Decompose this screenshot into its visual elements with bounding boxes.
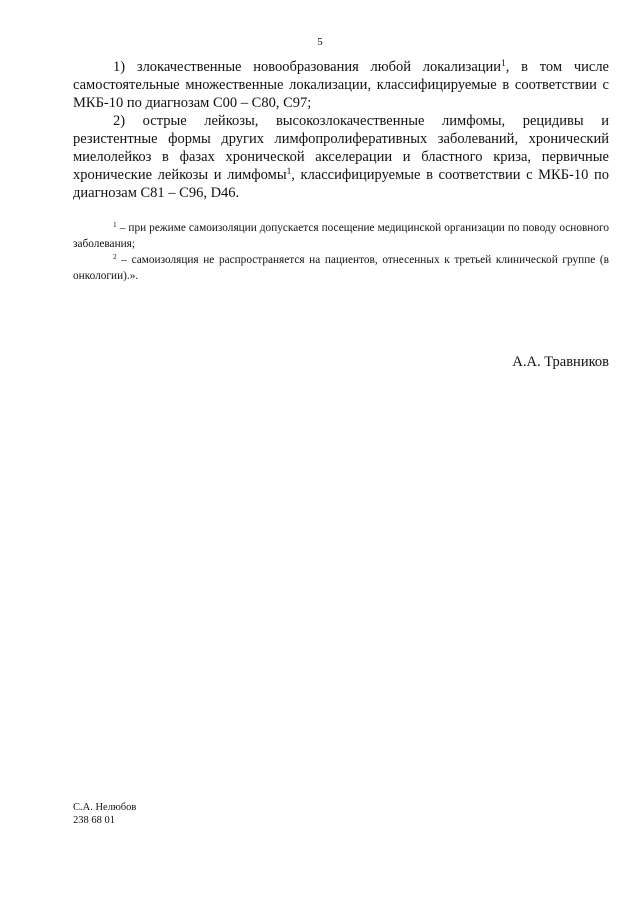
footnote (73, 220, 609, 252)
list-item-text: 1) злокачественные новообразования любой локализации (113, 59, 502, 75)
list-item-text-continued: , классифицируемые в соответствии с МКБ-10 по диагнозам С81 – С96, D46. (73, 167, 609, 201)
executor-info (73, 801, 136, 827)
signature-name: А.А. Травников (512, 354, 609, 370)
page-number: 5 (317, 36, 323, 48)
footnote-mark: 2 (113, 251, 117, 261)
list-item-text: 2) острые лейкозы, высокозлокачественные лимфомы, рецидивы и резистентные формы других лимфопролиферативных заболеваний, хронический миелолейкоз в фазах хронической акселерации и бластного криза, первичные хронические лейкозы и лимфомы (73, 113, 609, 183)
footnotes (73, 220, 609, 284)
footnote-reference: 1 (286, 166, 292, 177)
list-item (73, 58, 609, 112)
footnote (73, 252, 609, 284)
footnote-text: – при режиме самоизоляции допускается посещение медицинской организации по поводу основного заболевания; (73, 222, 609, 250)
executor-phone: 238 68 01 (73, 815, 115, 826)
footnote-text: – самоизоляция не распространяется на пациентов, отнесенных к третьей клинической группе (в онкологии).». (73, 254, 609, 282)
footnote-mark: 1 (113, 219, 117, 229)
list-item (73, 112, 609, 202)
footnote-reference: 1 (501, 58, 506, 69)
document-body (73, 58, 609, 202)
executor-name: С.А. Нелюбов (73, 802, 137, 813)
list-item-text-continued: , в том числе самостоятельные множественные локализации, классифицируемые в соответствии с МКБ-10 по диагнозам С00 – С80, С97; (73, 59, 609, 111)
